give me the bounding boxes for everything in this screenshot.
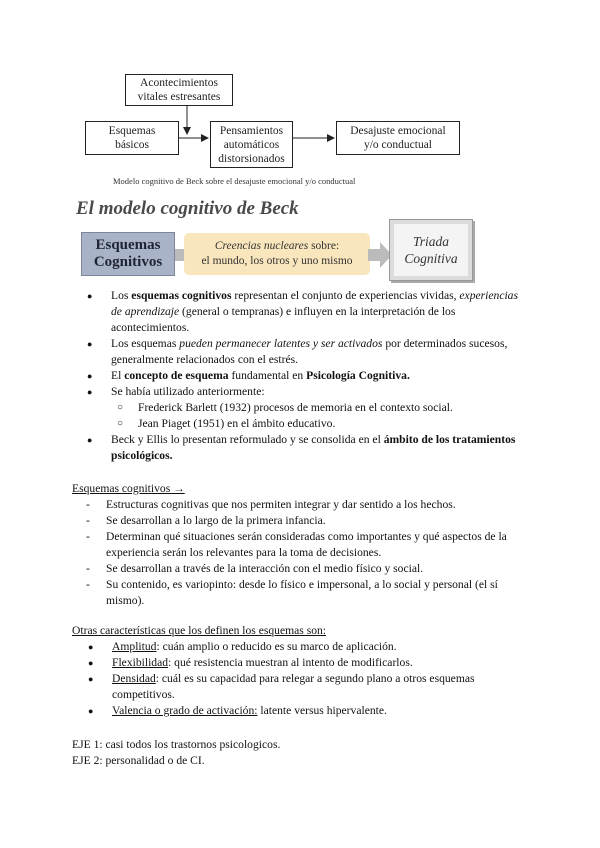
b1-text-3: (general o tempranas) e influyen en la interpretación de los acontecimientos.: [111, 305, 456, 334]
section-title: El modelo cognitivo de Beck: [76, 198, 299, 219]
b3-bold-2: Psicología Cognitiva.: [306, 369, 410, 382]
core-beliefs-box: [184, 233, 370, 275]
bullet-schema-concept: [79, 368, 529, 384]
events-line-1: Acontecimientos: [140, 77, 218, 89]
thoughts-line-2: automáticos: [223, 138, 280, 151]
desc-valencia: latente versus hipervalente.: [257, 704, 387, 717]
bullet-previous-use: [79, 384, 529, 400]
events-line-2: vitales estresantes: [137, 91, 221, 103]
b1-text-1: Los: [111, 289, 132, 302]
thoughts-line-3: distorsionados: [218, 152, 285, 165]
triad-line-1: Triada: [412, 234, 450, 249]
thoughts-line-1: Pensamientos: [219, 124, 284, 137]
schemas-section: [72, 481, 532, 609]
b4-text: Se había utilizado anteriormente:: [111, 385, 265, 398]
triad-line-2: Cognitiva: [404, 251, 458, 266]
beck-bullets: [79, 288, 529, 464]
sub-bullet-piaget: ○ Jean Piaget (1951) en el ámbito educativo.: [79, 416, 529, 432]
schemas-line-1: Esquemas: [108, 125, 156, 137]
cognitive-schemas-box: [81, 232, 175, 276]
schema-item: - Estructuras cognitivas que nos permiten integrar y dar sentido a los hechos.: [72, 497, 532, 513]
sub-bullet-barlett: ○ Frederick Barlett (1932) procesos de memoria en el contexto social.: [79, 400, 529, 416]
term-densidad: Densidad: [112, 672, 156, 685]
schemas-line-2: básicos: [115, 139, 149, 151]
b1-italic: experiencias de aprendizaje: [111, 289, 518, 318]
core-beliefs-line-1: [184, 239, 370, 254]
b2-italic: pueden permanecer latentes y ser activados: [179, 337, 383, 350]
cognitive-triad-box: [389, 219, 473, 281]
b5-text: Beck y Ellis lo presentan reformulado y se consolida en el: [111, 433, 384, 446]
core-beliefs-line-2: el mundo, los otros y uno mismo: [201, 255, 353, 267]
desc-densidad: : cuál es su capacidad para relegar a segundo plano a otros esquemas competitivos.: [112, 672, 475, 701]
b2-text-2: por determinados sucesos, generalmente relacionados con el estrés.: [111, 337, 508, 366]
characteristics-heading: Otras características que los definen los esquemas son:: [72, 624, 327, 637]
bullet-schemas-definition: [79, 288, 529, 336]
b3-bold-1: concepto de esquema: [124, 369, 229, 382]
core-beliefs-italic: Creencias nucleares: [214, 240, 309, 252]
core-beliefs-suffix: sobre:: [308, 240, 340, 252]
characteristic-flexibilidad: [80, 655, 532, 671]
b3-text-1: El: [111, 369, 125, 382]
axis-2: EJE 2: personalidad o de CI.: [72, 754, 205, 767]
b5-bold: ámbito de los tratamientos psicológicos.: [111, 433, 516, 462]
term-flexibilidad: Flexibilidad: [112, 656, 169, 669]
cognitive-schemas-line-1: Esquemas: [95, 237, 161, 253]
schema-item: - Se desarrollan a lo largo de la primera infancia.: [72, 513, 532, 529]
b3-text-2: fundamental en: [228, 369, 307, 382]
maladjust-line-1: Desajuste emocional: [350, 125, 446, 137]
term-valencia: Valencia o grado de activación:: [112, 704, 258, 717]
b1-text-2: representan el conjunto de experiencias vividas,: [231, 289, 460, 302]
schema-item: - Determinan qué situaciones serán consideradas como importantes y qué aspectos de la experiencia serán los relevantes para la toma de decisiones.: [72, 529, 532, 561]
cognitive-schemas-line-2: Cognitivos: [93, 254, 163, 270]
schema-item: - Se desarrollan a través de la interacción con el medio físico y social.: [72, 561, 532, 577]
desc-amplitud: : cuán amplio o reducido es su marco de aplicación.: [156, 640, 397, 653]
term-amplitud: Amplitud: [112, 640, 157, 653]
desc-flexibilidad: : qué resistencia muestran al intento de modificarlos.: [168, 656, 413, 669]
axes-notes: [72, 737, 532, 769]
b2-text-1: Los esquemas: [111, 337, 180, 350]
schemas-heading: Esquemas cognitivos →: [72, 482, 185, 495]
axis-1: EJE 1: casi todos los trastornos psicologicos.: [72, 738, 281, 751]
characteristic-valencia: [80, 703, 532, 719]
diagram-caption: Modelo cognitivo de Beck sobre el desajuste emocional y/o conductual: [113, 176, 356, 186]
characteristic-amplitud: [80, 639, 532, 655]
bullet-beck-ellis: [79, 432, 529, 464]
characteristic-densidad: [80, 671, 532, 703]
maladjust-line-2: y/o conductual: [363, 139, 433, 151]
schema-item: - Su contenido, es variopinto: desde lo físico e impersonal, a lo social y personal (el sí mismo).: [72, 577, 532, 609]
bullet-latent-schemas: [79, 336, 529, 368]
b1-bold: esquemas cognitivos: [131, 289, 232, 302]
flowchart-arrows: [0, 0, 600, 200]
characteristics-section: [72, 623, 532, 719]
